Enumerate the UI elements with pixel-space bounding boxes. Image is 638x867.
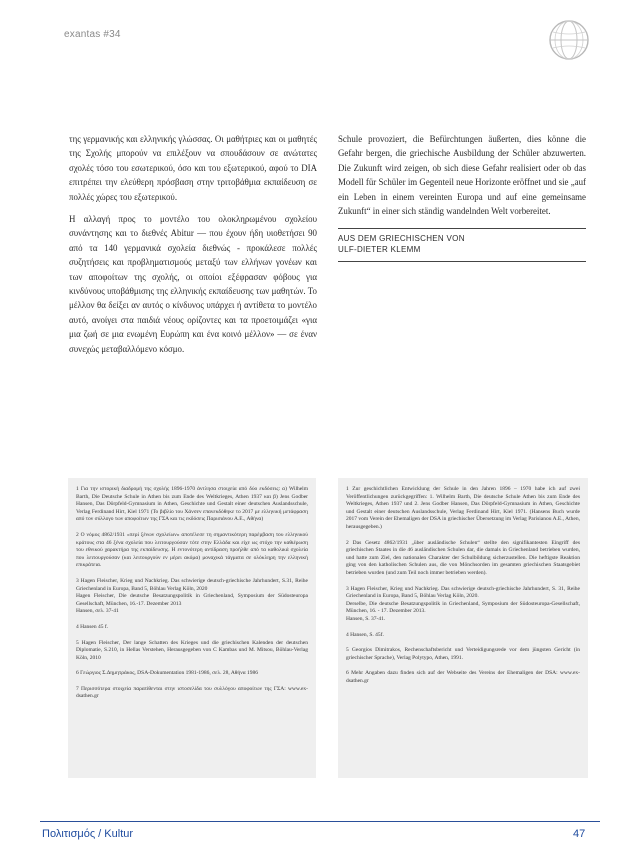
footnote-item: 2 Ο νόμος 4862/1931 «περί ξένων σχολείων» αποτέλεσε τη σημαντικότερη παρέμβαση του ελληνικού κράτους στα 46 ξένα σχολεία που λειτουργούσαν τότε στην Ελλάδα και είχε ως στόχο την καθιέρωση του εθνικού χαρακτήρα της εκπαίδευσης. Η εντονότερη αντίδραση προήλθε από τα καθολικά σχολεία που λειτουργούσαν (και λειτουργούν εν μέρει ακόμα) μοναχικά τάγματα σε ολόκληρη την ελληνική επικράτεια. [76, 531, 308, 569]
greek-article-column [69, 132, 317, 364]
greek-paragraph-1: της γερμανικής και ελληνικής γλώσσας. Οι μαθήτριες και οι μαθητές της Σχολής μπορούν να επιλέξουν να σπουδάσουν σε ανώτατες σχολές τόσο του εσωτερικού, όσο και του εξωτερικού, αφού το DIA επιτρέπει την ελεύθερη πρόσβαση στην τριτοβάθμια εκπαίδευση σε πολλές χώρες του εξωτερικού. [69, 134, 317, 202]
footnote-item: 3 Hagen Fleischer, Krieg und Nachkrieg. Das schwierige deutsch-griechische Jahrhundert, S. 31, Reihe Griechenland in Europa, Band 5, Böhlau Verlag Köln, 2020. Derselbe, Die deutsche Besatzungspolitik in Griechenland, Symposium der Südosteuropa-Gesellschaft, München, 16. - 17. Dezember 2013. Hansen, S. 37-41. [346, 585, 580, 622]
footnote-item: 1 Zur geschichtlichen Entwicklung der Schule in den Jahren 1896 – 1970 habe ich auf zwei Veröffentlichungen zurückgegriffen: 1. Wilhelm Barth, Die deutsche Schule Athen bis zum Ende des Weltkrieges, Athen 1937 und 2. Jens Godber Hansen, Das Dörpfeld-Gymnasium in Athen, Geschichte und Gestalt einer deutschen Auslandsschule, Verlag Ferdinand Hirt, Kiel 1971. (Hansens Buch wurde 2017 vom Verein der Ehemaligen der DSA in griechischer Übersetzung im Verlag Parisianou A.E., Athen, herausgegeben.) [346, 486, 580, 530]
footer-section-title: Πολιτισμός / Kultur [42, 828, 134, 840]
translator-line-2: ULF-DIETER KLEMM [338, 244, 586, 262]
footer-divider [40, 821, 600, 822]
footnote-item: 6 Mehr Angaben dazu finden sich auf der Webseite des Vereins der Ehemaligen der DSA: www.ex-dsathen.gr [346, 670, 580, 684]
globe-logo-icon [548, 19, 590, 61]
greek-footnotes-box [68, 478, 316, 778]
footnote-item: 4 Hansen, S. 45f. [346, 631, 384, 638]
magazine-issue-label: exantas #34 [64, 29, 121, 40]
footnote-item: 6 Γεώργιος Σ.Δημητράκος, DSA-Dokumentation 1981-1986, σελ. 28, Αθήνα 1986 [76, 670, 259, 677]
footnote-item: 5 Georgios Dimitrakos, Rechenschaftsbericht und Verteidigungsrede vor dem jüngsten Gericht (in griechischer Sprache), Verlag Polytypo, Athen, 1991. [346, 647, 580, 661]
footnote-item: 7 Περισσότερα στοιχεία παρατίθενται στην ιστοσελίδα του συλλόγου αποφοίτων της ΓΣΑ: www.ex-dsathen.gr [76, 685, 308, 700]
footnote-item: 2 Das Gesetz 4862/1931 „über ausländische Schulen“ stellte den signifikantesten Eingriff des griechischen Staates in die 46 ausländischen Schulen dar, die damals in Griechenland betrieben wurden, und hatte zum Ziel, den nationalen Charakter der Schulbildung sicherzustellen. Die heftigste Reaktion ging von den katholischen Schulen aus, die von Mönchsorden im gesamten griechischen Staatsgebiet betrieben wurden (und zum Teil noch immer betrieben werden). [346, 539, 580, 576]
translator-credit [338, 228, 586, 262]
footnote-item: 1 Για την ιστορική διαδρομή της σχολής 1896-1970 άντλησα στοιχεία από δύο εκδόσεις: α) Wilhelm Barth, Die Deutsche Schule in Athen bis zum Ende des Weltkrieges, Athen 1937 και β) Jens Godber Hansen, Das Dörpfeld-Gymnasium in Athen, Geschichte und Gestalt einer deutschen Auslandsschule, Verlag Ferdinand Hirt, Kiel 1971 (Το βιβλίο του Χάνσεν επανεκδόθηκε το 2017 με ελληνική μετάφραση από τον σύλλογο των αποφοίτων της ΓΣΑ και τις εκδόσεις Παρισιάνου Α.Ε., Αθήνα) [76, 486, 308, 523]
footnote-item: 5 Hagen Fleischer, Der lange Schatten des Krieges und die griechischen Kalenden der deutschen Diplomatie, S.210, in Hellas Verstehen, Herausgegeben von C Kambas und M. Mitsou, Böhlau-Verlag Köln, 2010 [76, 639, 308, 661]
translator-line-1: AUS DEM GRIECHISCHEN VON [338, 234, 465, 244]
german-article-column [338, 132, 586, 262]
german-footnotes-box [338, 478, 588, 778]
greek-paragraph-2: Η αλλαγή προς το μοντέλο του ολοκληρωμένου σχολείου συνάντησης και το διεθνές Abitur — που έχουν ήδη υιοθετήσει 90 από τα 140 γερμανικά σχολεία διεθνώς - προκάλεσε πολλές συζητήσεις και προβληματισμούς μεταξύ των ελλήνων γονέων και των αποφοίτων της σχολής, οι οποίοι εξέφρασαν φόβους για κινδύνους υποβάθμισης της ελληνικής εκπαίδευσης των μαθητών. Το μέλλον θα δείξει αν αυτός ο κίνδυνος υπάρχει ή αντίθετα το μοντέλο αυτό, ανοίγει στα παιδιά νέους ορίζοντες και τα προετοιμάζει «για μια ζωή σε μια ενωμένη Ευρώπη και ένα κοινό μέλλον» — σε έναν συνεχώς μεταβαλλόμενο κόσμο. [69, 214, 317, 354]
german-paragraph: Schule provoziert, die Befürchtungen äußerten, dies könne die Gefahr bergen, die griechische Ausbildung der Schüler abzuwerten. Die Zukunft wird zeigen, ob sich diese Gefahr realisiert oder ob das Modell für Schüler im Gegenteil neue Horizonte eröffnet und sie „auf ein Leben in einem vereinten Europa und auf eine gemeinsame Zukunft“ in einer sich ständig wandelnden Welt vorbereitet. [338, 134, 586, 217]
footnote-item: 3 Hagen Fleischer, Krieg und Nachkrieg. Das schwierige deutsch-griechische Jahrhundert, S.31, Reihe Griechenland in Europa, Band 5, Böhlau Verlag Köln, 2020 Hagen Fleischer, Die deutsche Besatzungspolitik in Griechenland, Symposium der Südosteuropa Gesellschaft, München, 16.-17. Dezember 2013 Hansen, σελ. 37-41 [76, 577, 308, 615]
page-number: 47 [573, 828, 586, 840]
footnote-item: 4 Hansen 45 f. [76, 623, 109, 630]
